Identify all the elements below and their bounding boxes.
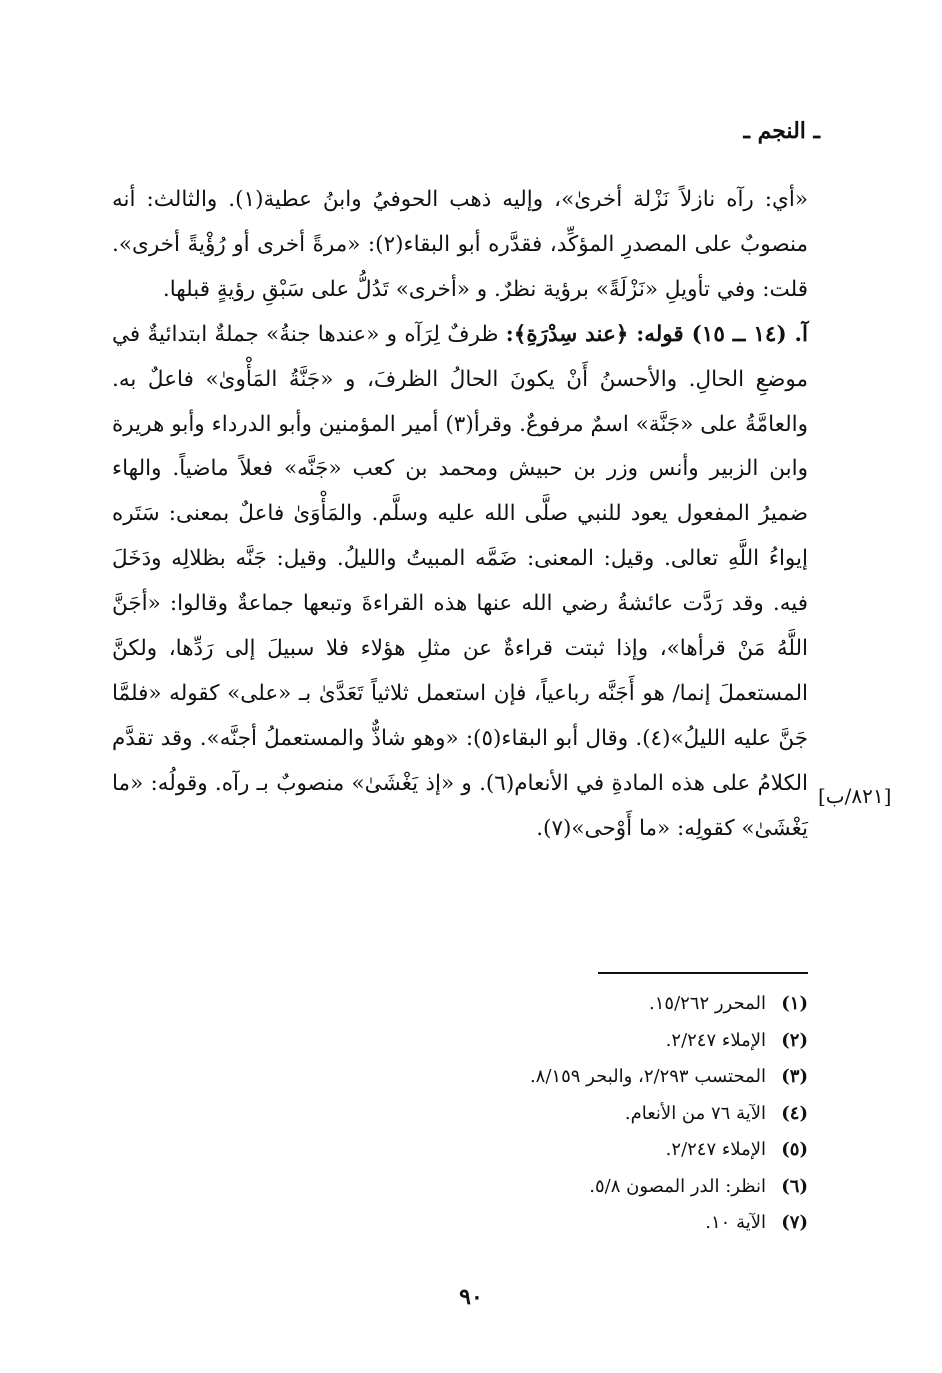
footnote-item bbox=[300, 1059, 808, 1096]
footnote-item bbox=[300, 986, 808, 1023]
footnote-item bbox=[300, 1023, 808, 1060]
footnote-number: (٧) bbox=[781, 1212, 808, 1233]
footnote-text: المحرر ١٥/٢٦٢. bbox=[649, 993, 766, 1014]
paragraph-2 bbox=[112, 313, 808, 852]
main-text bbox=[112, 178, 808, 852]
footnote-number: (٤) bbox=[781, 1102, 808, 1124]
footnote-item bbox=[300, 1096, 808, 1133]
running-header: ـ النجم ـ bbox=[743, 118, 820, 144]
footnote-text: الإملاء ٢/٢٤٧. bbox=[665, 1029, 766, 1051]
footnote-number: (١) bbox=[781, 993, 808, 1014]
verse-heading: آ. (١٤ ــ ١٥) قوله: ﴿عند سِدْرَةِ﴾: bbox=[505, 321, 808, 347]
footnote-number: (٥) bbox=[781, 1139, 808, 1160]
footnote-item bbox=[300, 1132, 808, 1169]
footnote-number: (٢) bbox=[781, 1029, 808, 1051]
footnote-text: الآية ١٠. bbox=[705, 1212, 766, 1233]
footnote-text: الإملاء ٢/٢٤٧. bbox=[665, 1139, 766, 1160]
footnote-text: الآية ٧٦ من الأنعام. bbox=[624, 1102, 766, 1124]
footnote-text: انظر: الدر المصون ٥/٨. bbox=[589, 1175, 766, 1197]
page-number: ٩٠ bbox=[459, 1284, 483, 1310]
footnotes-list bbox=[300, 986, 808, 1242]
footnote-separator bbox=[598, 972, 808, 974]
footnote-number: (٣) bbox=[781, 1066, 808, 1087]
footnote-number: (٦) bbox=[781, 1175, 808, 1197]
paragraph-2-text: ظرفٌ لِرَآه و «عندها جنةُ» جملةٌ ابتدائيةٌ في موضعِ الحالِ. والأحسنُ أَنْ يكونَ الحالُ الظرفَ، و «جَنَّةُ المَأْوىٰ» فاعلٌ به. والعامَّةُ على «جَنَّة» اسمٌ مرفوعٌ. وقرأ(٣) أمير المؤمنين وأبو الدرداء وأبو هريرة وابن الزبير وأنس وزر بن حبيش ومحمد بن كعب «جَنَّه» فعلاً ماضياً. والهاء ضميرُ المفعول يعود للنبي صلَّى الله عليه وسلَّم. والمَأْوَىٰ فاعلٌ بمعنى: سَتَره إيواءُ اللَّهِ تعالى. وقيل: المعنى: ضَمَّه المبيتُ والليلُ. وقيل: جَنَّه بظلالِه ودَخَلَ فيه. وقد رَدَّت عائشةُ رضي الله عنها هذه القراءةَ وتبعها جماعةٌ وقالوا: «أجَنَّ اللَّهُ مَنْ قرأها»، وإذا ثبتت قراءةٌ عن مثلِ هؤلاء فلا سبيلَ إلى رَدِّها، ولكنَّ المستعملَ إنما/ هو أَجَنَّه رباعياً، فإن استعمل ثلاثياً تَعَدَّىٰ بـ «على» كقوله «فلمَّا جَنَّ عليه الليلُ»(٤). وقال أبو البقاء(٥): «وهو شاذٌّ والمستعملُ أجنَّه». وقد تقدَّم الكلامُ على هذه المادةِ في الأنعام(٦). و «إذ يَغْشَىٰ» منصوبٌ بـ رآه. وقولُه: «ما يَغْشَىٰ» كقولِه: «ما أَوْحى»(٧). bbox=[112, 321, 808, 841]
footnote-item bbox=[300, 1205, 808, 1242]
footnote-text: المحتسب ٢/٢٩٣، والبحر ٨/١٥٩. bbox=[529, 1066, 766, 1087]
footnote-item bbox=[300, 1169, 808, 1206]
paragraph-1: «أي: رآه نازلاً نَزْلة أخرىٰ»، وإليه ذهب الحوفيُ وابنُ عطية(١). والثالث: أنه منصوبٌ على المصدرِ المؤكِّد، فقدَّره أبو البقاء(٢): «مرةً أخرى أو رُؤْيةً أخرى». قلت: وفي تأويلِ «نَزْلَةً» برؤية نظرٌ. و «أخرى» تَدُلُّ على سَبْقِ رؤيةٍ قبلها. bbox=[112, 187, 808, 302]
manuscript-folio-reference: [٨٢١/ب] bbox=[818, 784, 892, 808]
